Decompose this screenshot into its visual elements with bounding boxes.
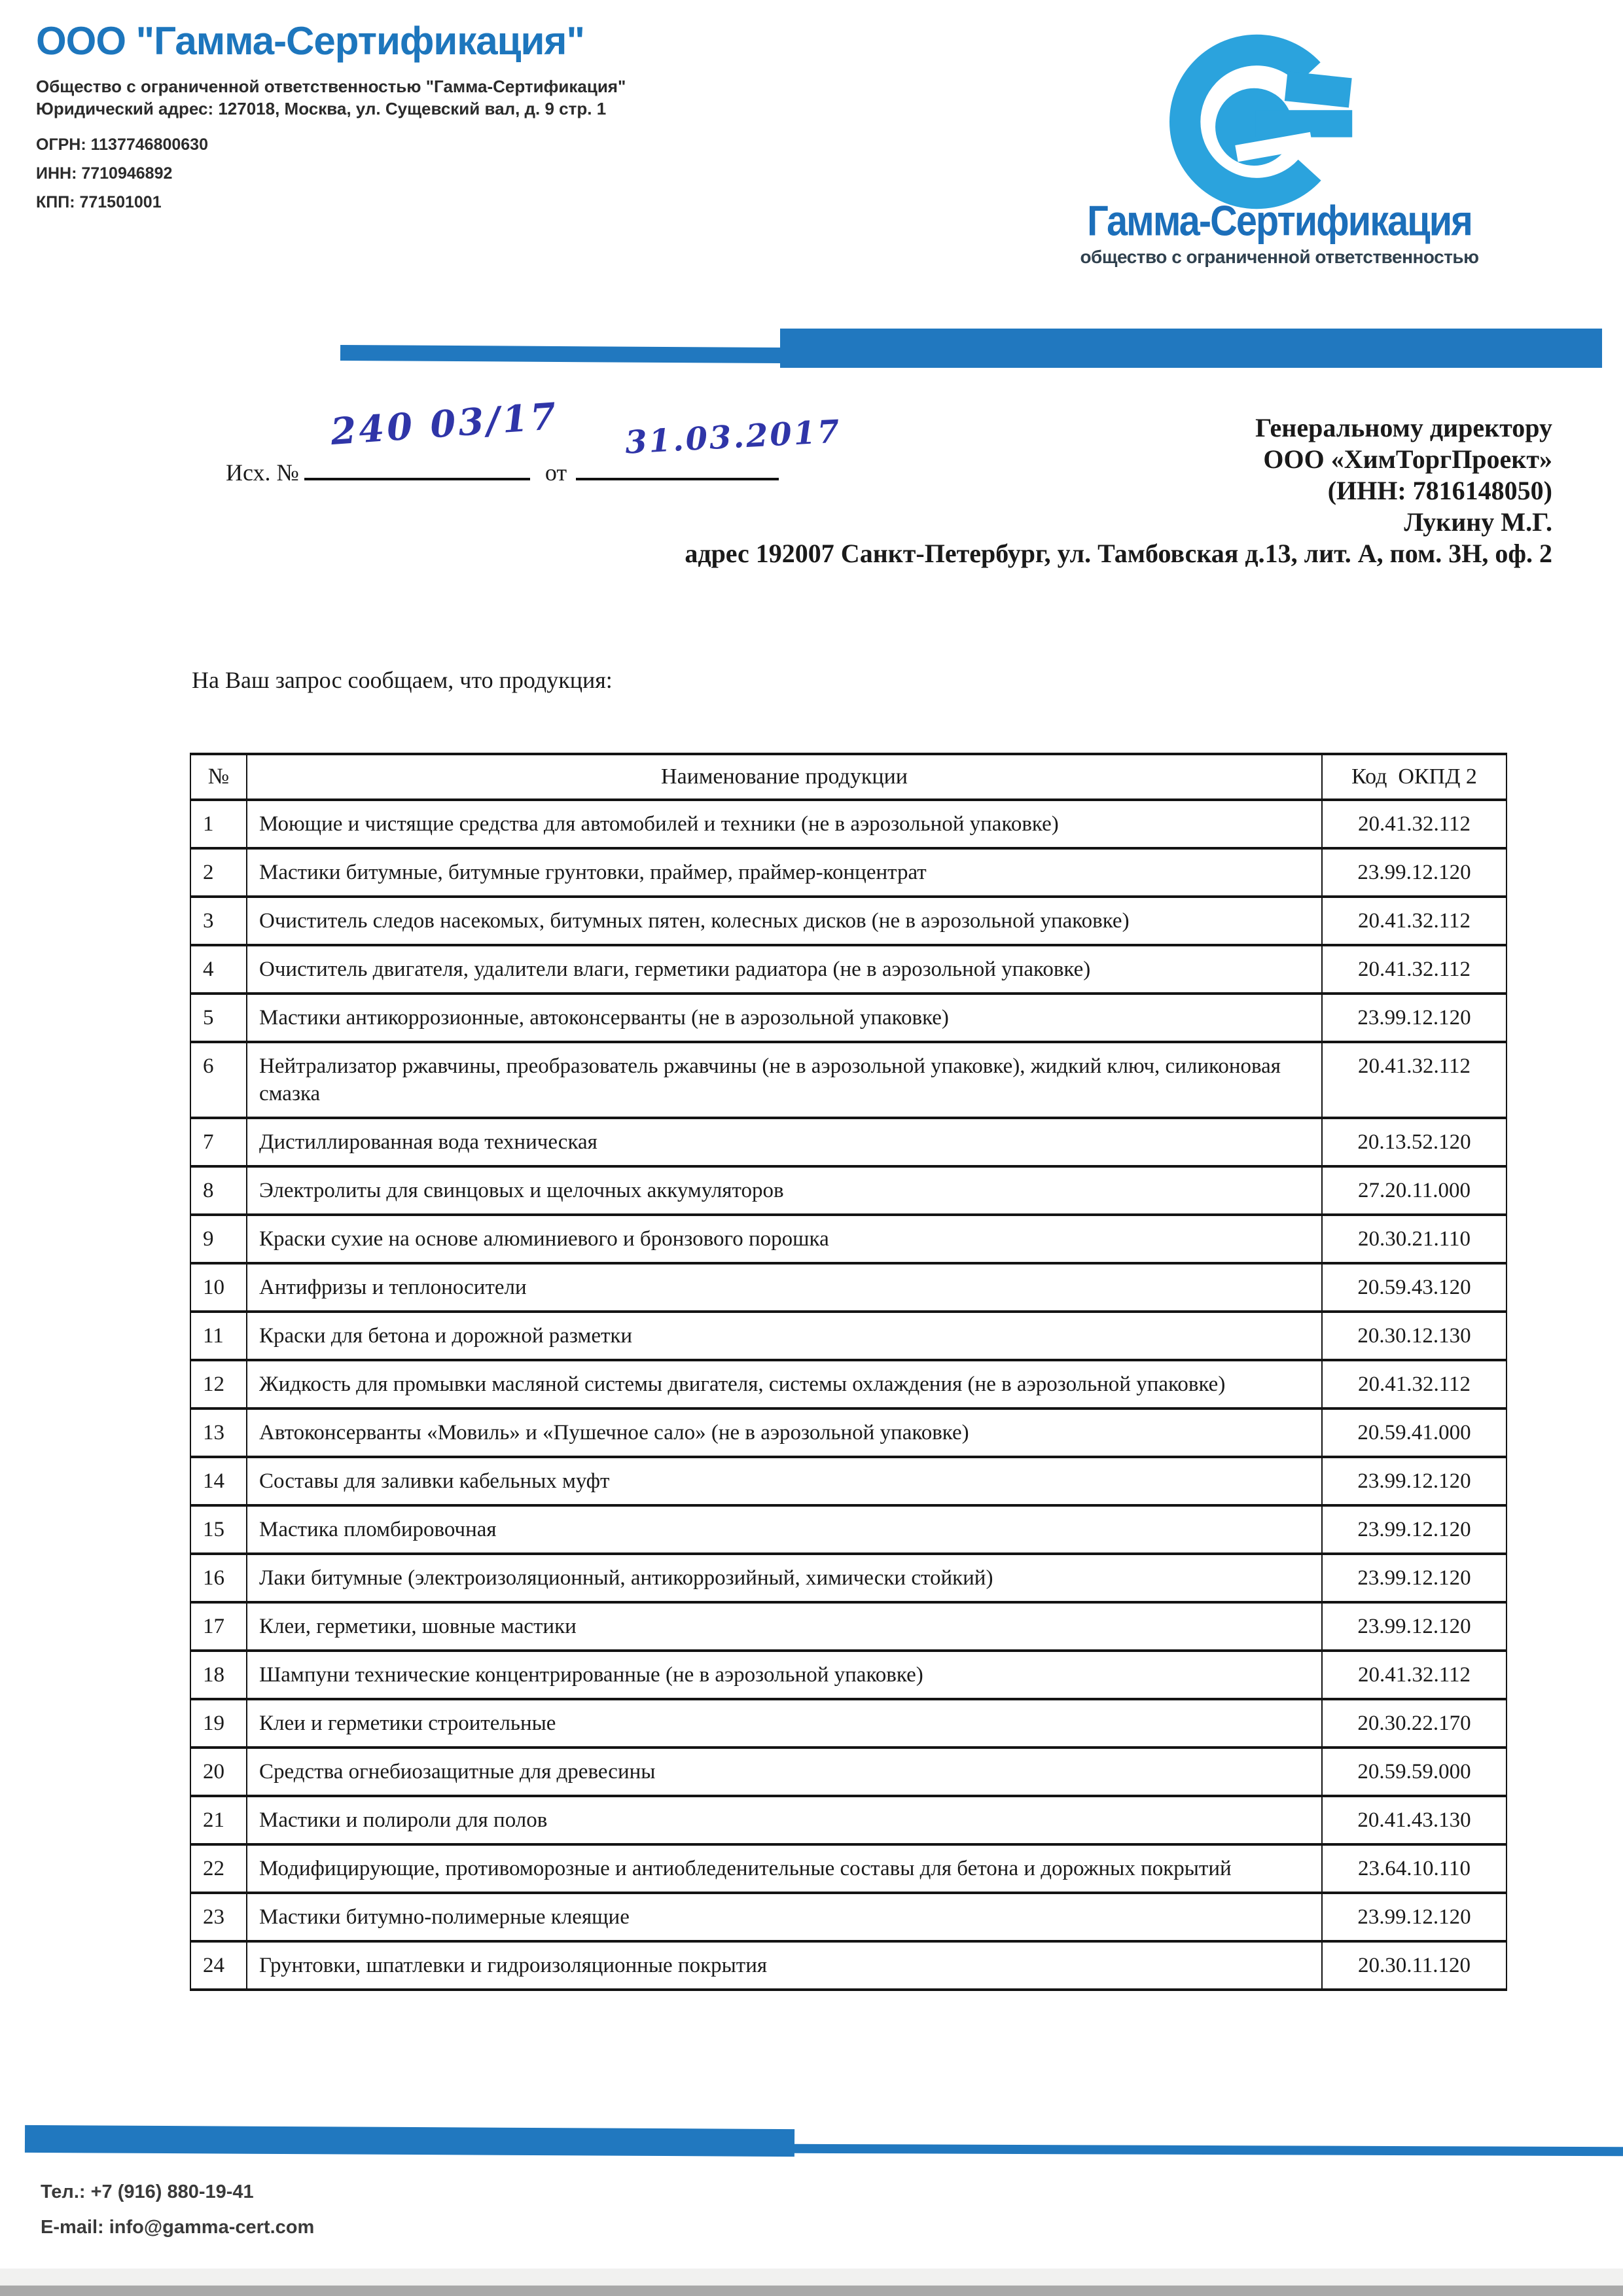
table-row [190,1651,1507,1699]
header-okpd-code: Код ОКПД 2 [1322,754,1507,800]
handwritten-outgoing-number: 240 03/17 [329,394,560,454]
okpd-code-cell: 23.99.12.120 [1322,994,1507,1042]
okpd-code-cell: 20.41.32.112 [1322,1042,1507,1118]
row-number-cell: 20 [190,1748,247,1796]
company-title: ООО "Гамма-Сертификация" [36,19,584,63]
product-name-cell: Автоконсерванты «Мовиль» и «Пушечное сало» (не в аэрозольной упаковке) [247,1408,1322,1457]
okpd-code-cell: 23.99.12.120 [1322,1457,1507,1505]
table-row [190,1312,1507,1360]
header-row [190,754,1507,800]
row-number-cell: 13 [190,1408,247,1457]
product-name-cell: Шампуни технические концентрированные (не в аэрозольной упаковке) [247,1651,1322,1699]
product-name-cell: Краски сухие на основе алюминиевого и бронзового порошка [247,1215,1322,1263]
row-number-cell: 4 [190,945,247,994]
row-number-cell: 11 [190,1312,247,1360]
okpd-code-cell: 23.64.10.110 [1322,1844,1507,1893]
okpd-code-cell: 20.41.32.112 [1322,1360,1507,1408]
row-number-cell: 5 [190,994,247,1042]
company-fullname-line [36,75,821,120]
header-number: № [190,754,247,800]
table-row [190,1360,1507,1408]
okpd-code-cell: 23.99.12.120 [1322,848,1507,897]
okpd-code-cell: 20.30.22.170 [1322,1699,1507,1748]
recipient-line: (ИНН: 7816148050) [1327,476,1552,505]
row-number-cell: 9 [190,1215,247,1263]
product-name-cell: Модифицирующие, противоморозные и антиобледенительные составы для бетона и дорожных покрытий [247,1844,1322,1893]
products-table [190,753,1507,1991]
company-fullname: Общество с ограниченной ответственностью "Гамма-Сертификация" [36,77,626,96]
okpd-code-cell: 27.20.11.000 [1322,1166,1507,1215]
product-name-cell: Жидкость для промывки масляной системы двигателя, системы охлаждения (не в аэрозольной упаковке) [247,1360,1322,1408]
table-row [190,1893,1507,1941]
table-row [190,1118,1507,1166]
recipient-line: Лукину М.Г. [1404,507,1552,537]
product-name-cell: Нейтрализатор ржавчины, преобразователь ржавчины (не в аэрозольной упаковке), жидкий ключ, силиконовая смазка [247,1042,1322,1118]
table-row [190,1554,1507,1602]
table-row [190,848,1507,897]
okpd-code-cell: 23.99.12.120 [1322,1893,1507,1941]
table-row [190,945,1507,994]
okpd-code-cell: 23.99.12.120 [1322,1505,1507,1554]
okpd-code-cell: 23.99.12.120 [1322,1554,1507,1602]
inn-line: ИНН: 7710946892 [36,164,173,183]
letterhead [36,18,821,217]
row-number-cell: 18 [190,1651,247,1699]
product-name-cell: Антифризы и теплоносители [247,1263,1322,1312]
okpd-code-cell: 20.13.52.120 [1322,1118,1507,1166]
row-number-cell: 15 [190,1505,247,1554]
kpp-line: КПП: 771501001 [36,193,162,211]
table-row [190,1602,1507,1651]
outgoing-no-label: Исх. № [226,459,299,486]
footer-stripe-thick [25,2125,794,2157]
okpd-code-cell: 20.30.21.110 [1322,1215,1507,1263]
row-number-cell: 3 [190,897,247,945]
product-name-cell: Средства огнебиозащитные для древесины [247,1748,1322,1796]
row-number-cell: 22 [190,1844,247,1893]
table-row [190,1796,1507,1844]
row-number-cell: 6 [190,1042,247,1118]
registration-numbers [36,130,821,217]
row-number-cell: 8 [190,1166,247,1215]
okpd-code-cell: 20.59.59.000 [1322,1748,1507,1796]
product-name-cell: Составы для заливки кабельных муфт [247,1457,1322,1505]
row-number-cell: 24 [190,1941,247,1990]
product-name-cell: Дистиллированная вода техническая [247,1118,1322,1166]
okpd-code-cell: 20.41.32.112 [1322,1651,1507,1699]
product-name-cell: Моющие и чистящие средства для автомобилей и техники (не в аэрозольной упаковке) [247,800,1322,848]
outgoing-no-blank [304,450,530,480]
product-name-cell: Краски для бетона и дорожной разметки [247,1312,1322,1360]
table-row [190,1699,1507,1748]
product-name-cell: Электролиты для свинцовых и щелочных аккумуляторов [247,1166,1322,1215]
table-row [190,800,1507,848]
header-stripe-thick [780,329,1602,368]
table-row [190,1263,1507,1312]
product-name-cell: Мастики битумные, битумные грунтовки, праймер, праймер-концентрат [247,848,1322,897]
product-name-cell: Очиститель следов насекомых, битумных пятен, колесных дисков (не в аэрозольной упаковке) [247,897,1322,945]
table-row [190,1042,1507,1118]
okpd-code-cell: 20.59.41.000 [1322,1408,1507,1457]
okpd-code-cell: 20.59.43.120 [1322,1263,1507,1312]
header-product-name: Наименование продукции [247,754,1322,800]
row-number-cell: 17 [190,1602,247,1651]
table-row [190,897,1507,945]
row-number-cell: 10 [190,1263,247,1312]
table-row [190,1215,1507,1263]
ogrn-line: ОГРН: 1137746800630 [36,135,208,154]
footer-phone: Тел.: +7 (916) 880-19-41 [41,2181,254,2202]
recipient-line: ООО «ХимТоргПроект» [1263,444,1552,474]
okpd-code-cell: 20.41.43.130 [1322,1796,1507,1844]
recipient-line: Генеральному директору [1255,413,1552,442]
row-number-cell: 7 [190,1118,247,1166]
okpd-code-cell: 20.30.11.120 [1322,1941,1507,1990]
row-number-cell: 21 [190,1796,247,1844]
okpd-code-cell: 23.99.12.120 [1322,1602,1507,1651]
table-row [190,1457,1507,1505]
product-name-cell: Мастики антикоррозионные, автоконсерванты (не в аэрозольной упаковке) [247,994,1322,1042]
okpd-code-cell: 20.41.32.112 [1322,897,1507,945]
table-row [190,1408,1507,1457]
table-row [190,994,1507,1042]
outgoing-from-label: от [544,459,567,486]
okpd-code-cell: 20.41.32.112 [1322,800,1507,848]
row-number-cell: 16 [190,1554,247,1602]
row-number-cell: 14 [190,1457,247,1505]
table-row [190,1505,1507,1554]
recipient-address-line: адрес 192007 Санкт-Петербург, ул. Тамбовская д.13, лит. А, пом. 3Н, оф. 2 [685,539,1552,568]
products-table-header [190,754,1507,800]
table-row [190,1844,1507,1893]
logo-subtitle: общество с ограниченной ответственностью [1080,247,1479,267]
row-number-cell: 1 [190,800,247,848]
footer-stripe-thin [793,2144,1623,2156]
products-table-body [190,800,1507,1990]
intro-sentence: На Ваш запрос сообщаем, что продукция: [192,667,613,693]
recipient-block [685,412,1552,569]
header-stripe-thin [340,345,782,363]
row-number-cell: 12 [190,1360,247,1408]
row-number-cell: 23 [190,1893,247,1941]
product-name-cell: Грунтовки, шпатлевки и гидроизоляционные покрытия [247,1941,1322,1990]
product-name-cell: Мастика пломбировочная [247,1505,1322,1554]
okpd-code-cell: 20.30.12.130 [1322,1312,1507,1360]
company-logo-icon [1166,25,1366,219]
table-row [190,1748,1507,1796]
product-name-cell: Мастики и полироли для полов [247,1796,1322,1844]
row-number-cell: 19 [190,1699,247,1748]
product-name-cell: Клеи и герметики строительные [247,1699,1322,1748]
product-name-cell: Мастики битумно-полимерные клеящие [247,1893,1322,1941]
table-row [190,1166,1507,1215]
footer-contacts [41,2174,314,2245]
row-number-cell: 2 [190,848,247,897]
company-legal-address: Юридический адрес: 127018, Москва, ул. Сущевский вал, д. 9 стр. 1 [36,99,607,118]
logo-text-block [995,196,1564,268]
footer-email: E-mail: info@gamma-cert.com [41,2217,315,2238]
product-name-cell: Лаки битумные (электроизоляционный, антикоррозийный, химически стойкий) [247,1554,1322,1602]
handwritten-outgoing-date: 31.03.2017 [624,413,842,461]
product-name-cell: Очиститель двигателя, удалители влаги, герметики радиатора (не в аэрозольной упаковке) [247,945,1322,994]
okpd-code-cell: 20.41.32.112 [1322,945,1507,994]
scan-edge-gray-band [0,2286,1623,2296]
logo-wordmark: Гамма-Сертификация [1087,197,1472,245]
table-row [190,1941,1507,1990]
product-name-cell: Клеи, герметики, шовные мастики [247,1602,1322,1651]
